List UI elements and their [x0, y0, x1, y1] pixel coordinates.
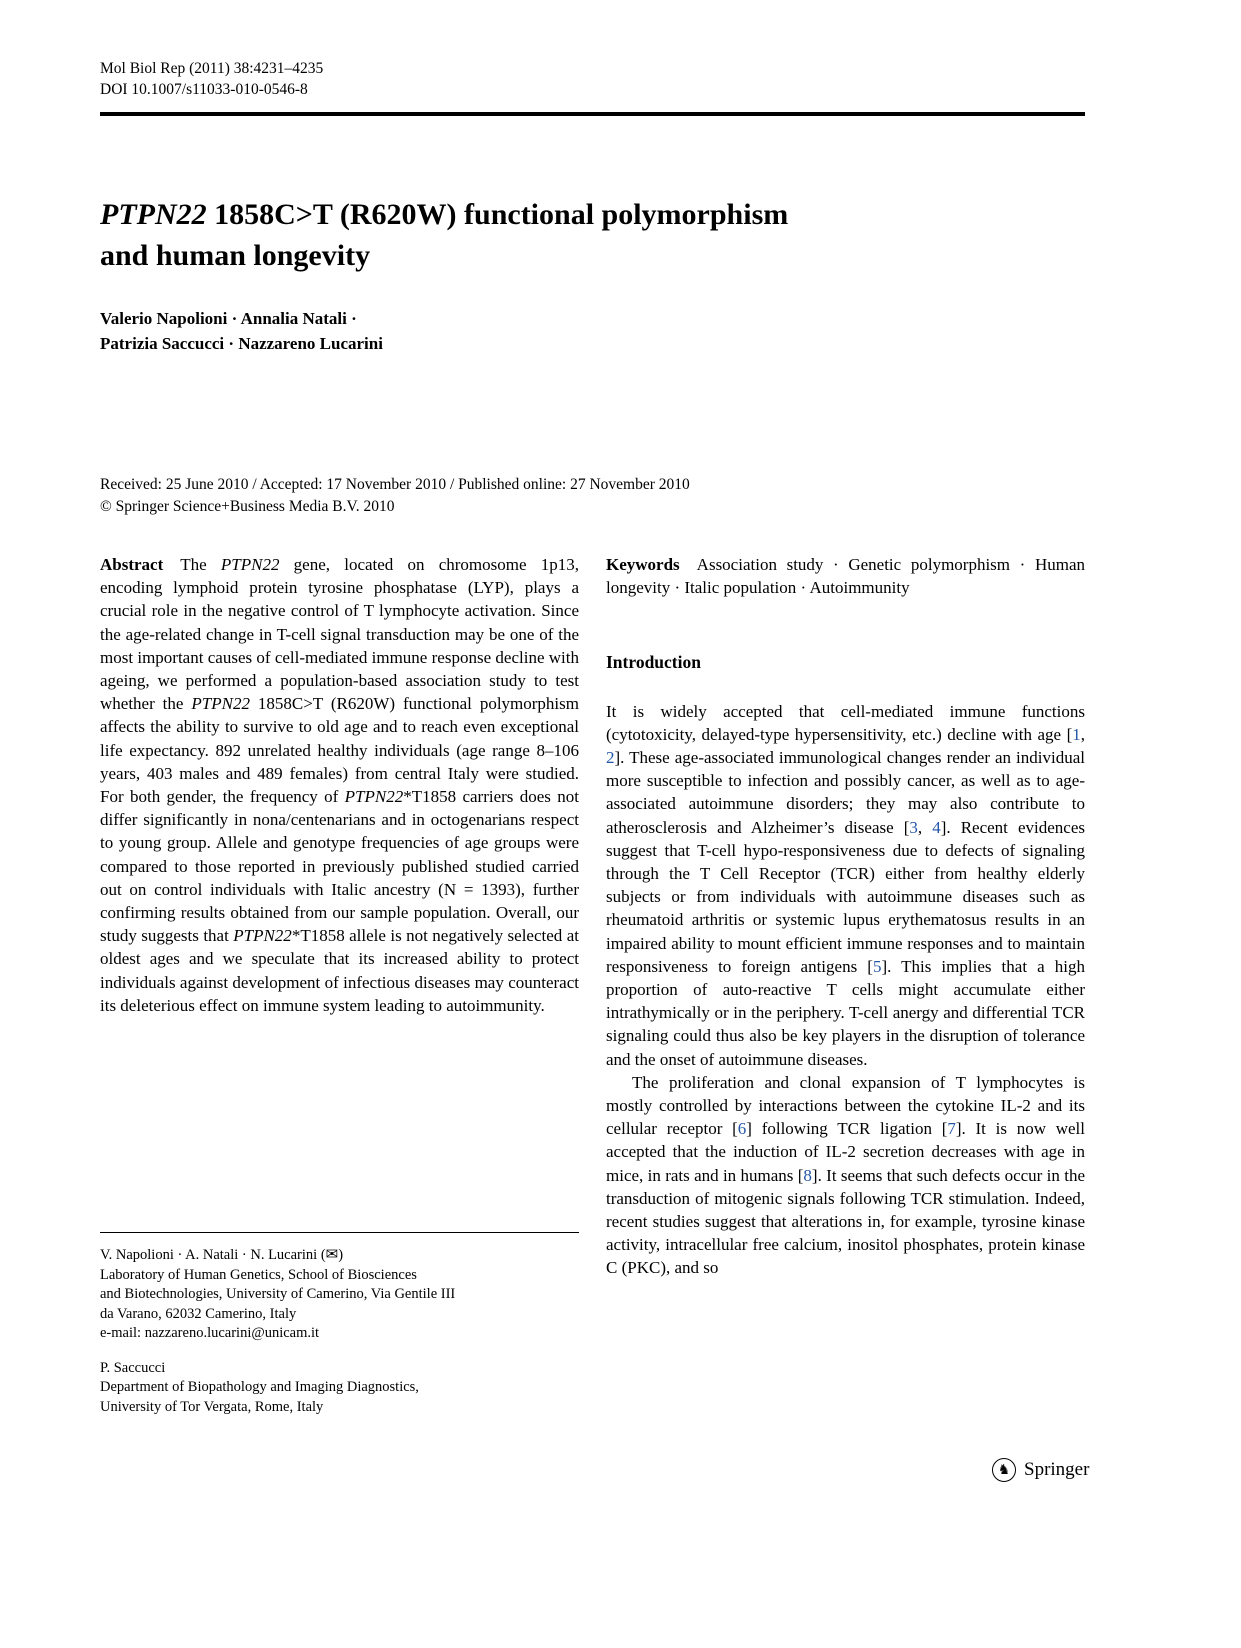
footnote-author: P. Saccucci	[100, 1359, 166, 1376]
text-segment: gene, located on chromosome 1p13, encoding lymphoid protein tyrosine phosphatase (LYP), plays a crucial role in the negative control of T lymphocyte activation. Since the age-related change in T-cell signal transduction may be one of the most important causes of cell-mediated immune response decline with ageing, we performed a population-based association study to test whether the	[100, 555, 579, 714]
citation-link[interactable]: 3	[909, 817, 918, 837]
keywords-paragraph	[606, 553, 1085, 599]
affiliation-line: Laboratory of Human Genetics, School of Biosciences	[100, 1266, 417, 1283]
abstract-paragraph	[100, 553, 579, 1017]
envelope-icon: ✉	[325, 1247, 339, 1263]
second-affiliation-block	[100, 1359, 579, 1418]
authors-block	[100, 306, 1241, 356]
citation-link[interactable]: 7	[947, 1119, 956, 1139]
citation-link[interactable]: 5	[872, 956, 882, 976]
text-segment: PTPN22	[100, 198, 207, 231]
journal-citation: Mol Biol Rep (2011) 38:4231–4235	[100, 60, 324, 77]
springer-knight-icon: ♞	[992, 1458, 1016, 1482]
doi-line: DOI 10.1007/s11033-010-0546-8	[100, 81, 308, 98]
text-segment: 1858C>T (R620W) functional polymorphism affects the ability to survive to old age and to reach even exceptional life expectancy. 892 unrelated healthy individuals (age range 8–106 years, 403 males and 489 females) from central Italy were studied. For both gender, the frequency of	[100, 694, 579, 807]
text-segment: ] following TCR ligation [	[746, 1119, 948, 1139]
text-segment: PTPN22	[233, 926, 292, 946]
correspondence-footnote	[100, 1232, 579, 1417]
text-segment: ]. It is now well accepted that the induction of IL-2 secretion decreases with age in mice, in rats and in humans [	[606, 1119, 1086, 1185]
article-title	[100, 194, 1000, 276]
text-segment: *T1858 allele is not negatively selected at oldest ages and we speculate that its increased ability to protect individuals against development of infectious diseases may counteract its deleterious effect on immune system leading to autoimmunity.	[100, 926, 579, 1015]
affiliation-line: Department of Biopathology and Imaging Diagnostics,	[100, 1379, 419, 1395]
citation-link[interactable]: 4	[932, 817, 941, 837]
text-segment: and human longevity	[100, 239, 371, 272]
introduction-heading: Introduction	[606, 652, 701, 673]
text-segment: PTPN22	[344, 787, 404, 807]
received-accepted-line: Received: 25 June 2010 / Accepted: 17 November 2010 / Published online: 27 November 2010	[100, 476, 690, 493]
springer-wordmark: Springer	[1024, 1459, 1090, 1480]
text-segment: *T1858 carriers does not differ significantly in nona/centenarians and in octogenarians respect to young group. Allele and genotype frequencies of age groups were compared to those reported in previously published studied carried out on control individuals with Italic ancestry (N = 1393), further confirming results obtained from our sample population. Overall, our study suggests that	[100, 787, 579, 946]
text-segment: Association study · Genetic polymorphism · Human longevity · Italic population · Autoimmunity	[606, 555, 1085, 598]
text-segment: ]. It seems that such defects occur in the transduction of mitogenic signals following TCR stimulation. Indeed, recent studies suggest that alterations in, for example, tyrosine kinase activity, intracellular free calcium, inositol phosphates, protein kinase C (PKC), and so	[606, 1165, 1085, 1278]
authors-line-1: Valerio Napolioni · Annalia Natali ·	[100, 309, 357, 328]
header-rule	[100, 112, 1085, 116]
footnote-rule	[100, 1232, 579, 1233]
text-segment: ,	[917, 817, 933, 837]
text-segment: 1858C>T (R620W) functional polymorphism	[206, 198, 789, 231]
left-column	[100, 553, 579, 1017]
affiliation-line: and Biotechnologies, University of Camerino, Via Gentile III	[100, 1286, 456, 1302]
correspondence-authors	[100, 1246, 579, 1266]
correspondence-block	[100, 1246, 579, 1344]
right-column	[606, 553, 1085, 1280]
text-segment: Abstract	[100, 555, 164, 574]
introduction-paragraph-1	[606, 700, 1085, 1071]
text-segment: V. Napolioni · A. Natali · N. Lucarini (	[100, 1247, 326, 1263]
citation-link[interactable]: 2	[606, 748, 615, 768]
text-segment: PTPN22	[191, 694, 250, 714]
affiliation-line: da Varano, 62032 Camerino, Italy	[100, 1305, 297, 1322]
page-header	[100, 58, 1085, 116]
text-segment: Keywords	[606, 555, 680, 574]
introduction-paragraph-2	[606, 1071, 1085, 1280]
email-line: e-mail: nazzareno.lucarini@unicam.it	[100, 1325, 320, 1341]
text-segment: PTPN22	[220, 555, 280, 574]
text-segment: ,	[1080, 724, 1085, 744]
text-segment: The proliferation and clonal expansion of T lymphocytes is mostly controlled by interactions between the cytokine IL-2 and its cellular receptor [	[606, 1072, 1085, 1139]
citation-link[interactable]: 1	[1072, 724, 1081, 744]
text-segment: The	[163, 555, 221, 574]
text-segment: ]. These age-associated immunological changes render an individual more susceptible to infection and possibly cancer, as well as to age-associated autoimmune disorders; they may also contribute to atherosclerosis and Alzheimer’s disease [	[606, 748, 1085, 837]
springer-logo	[992, 1458, 1089, 1482]
citation-link[interactable]: 6	[737, 1119, 747, 1139]
text-segment: ]. This implies that a high proportion of auto-reactive T cells might accumulate either intrathymically or in the periphery. T-cell anergy and differential TCR signaling could thus also be key players in the disruption of tolerance and the onset of autoimmune diseases.	[606, 956, 1085, 1069]
citation-link[interactable]: 8	[803, 1165, 812, 1185]
text-segment: ]. Recent evidences suggest that T-cell hypo-responsiveness due to defects of signaling through the T Cell Receptor (TCR) either from healthy elderly subjects or from individuals with autoimmune diseases such as rheumatoid arthritis or systemic lupus erythematosus results in an impaired ability to mount efficient immune responses and to maintain responsiveness to foreign antigens [	[606, 817, 1085, 976]
copyright-line: © Springer Science+Business Media B.V. 2010	[100, 497, 395, 515]
text-segment: )	[338, 1247, 344, 1263]
publication-dates	[100, 474, 1241, 517]
text-segment: It is widely accepted that cell-mediated immune functions (cytotoxicity, delayed-type hypersensitivity, etc.) decline with age [	[606, 701, 1085, 744]
affiliation-line: University of Tor Vergata, Rome, Italy	[100, 1398, 324, 1415]
authors-line-2: Patrizia Saccucci · Nazzareno Lucarini	[100, 334, 383, 353]
